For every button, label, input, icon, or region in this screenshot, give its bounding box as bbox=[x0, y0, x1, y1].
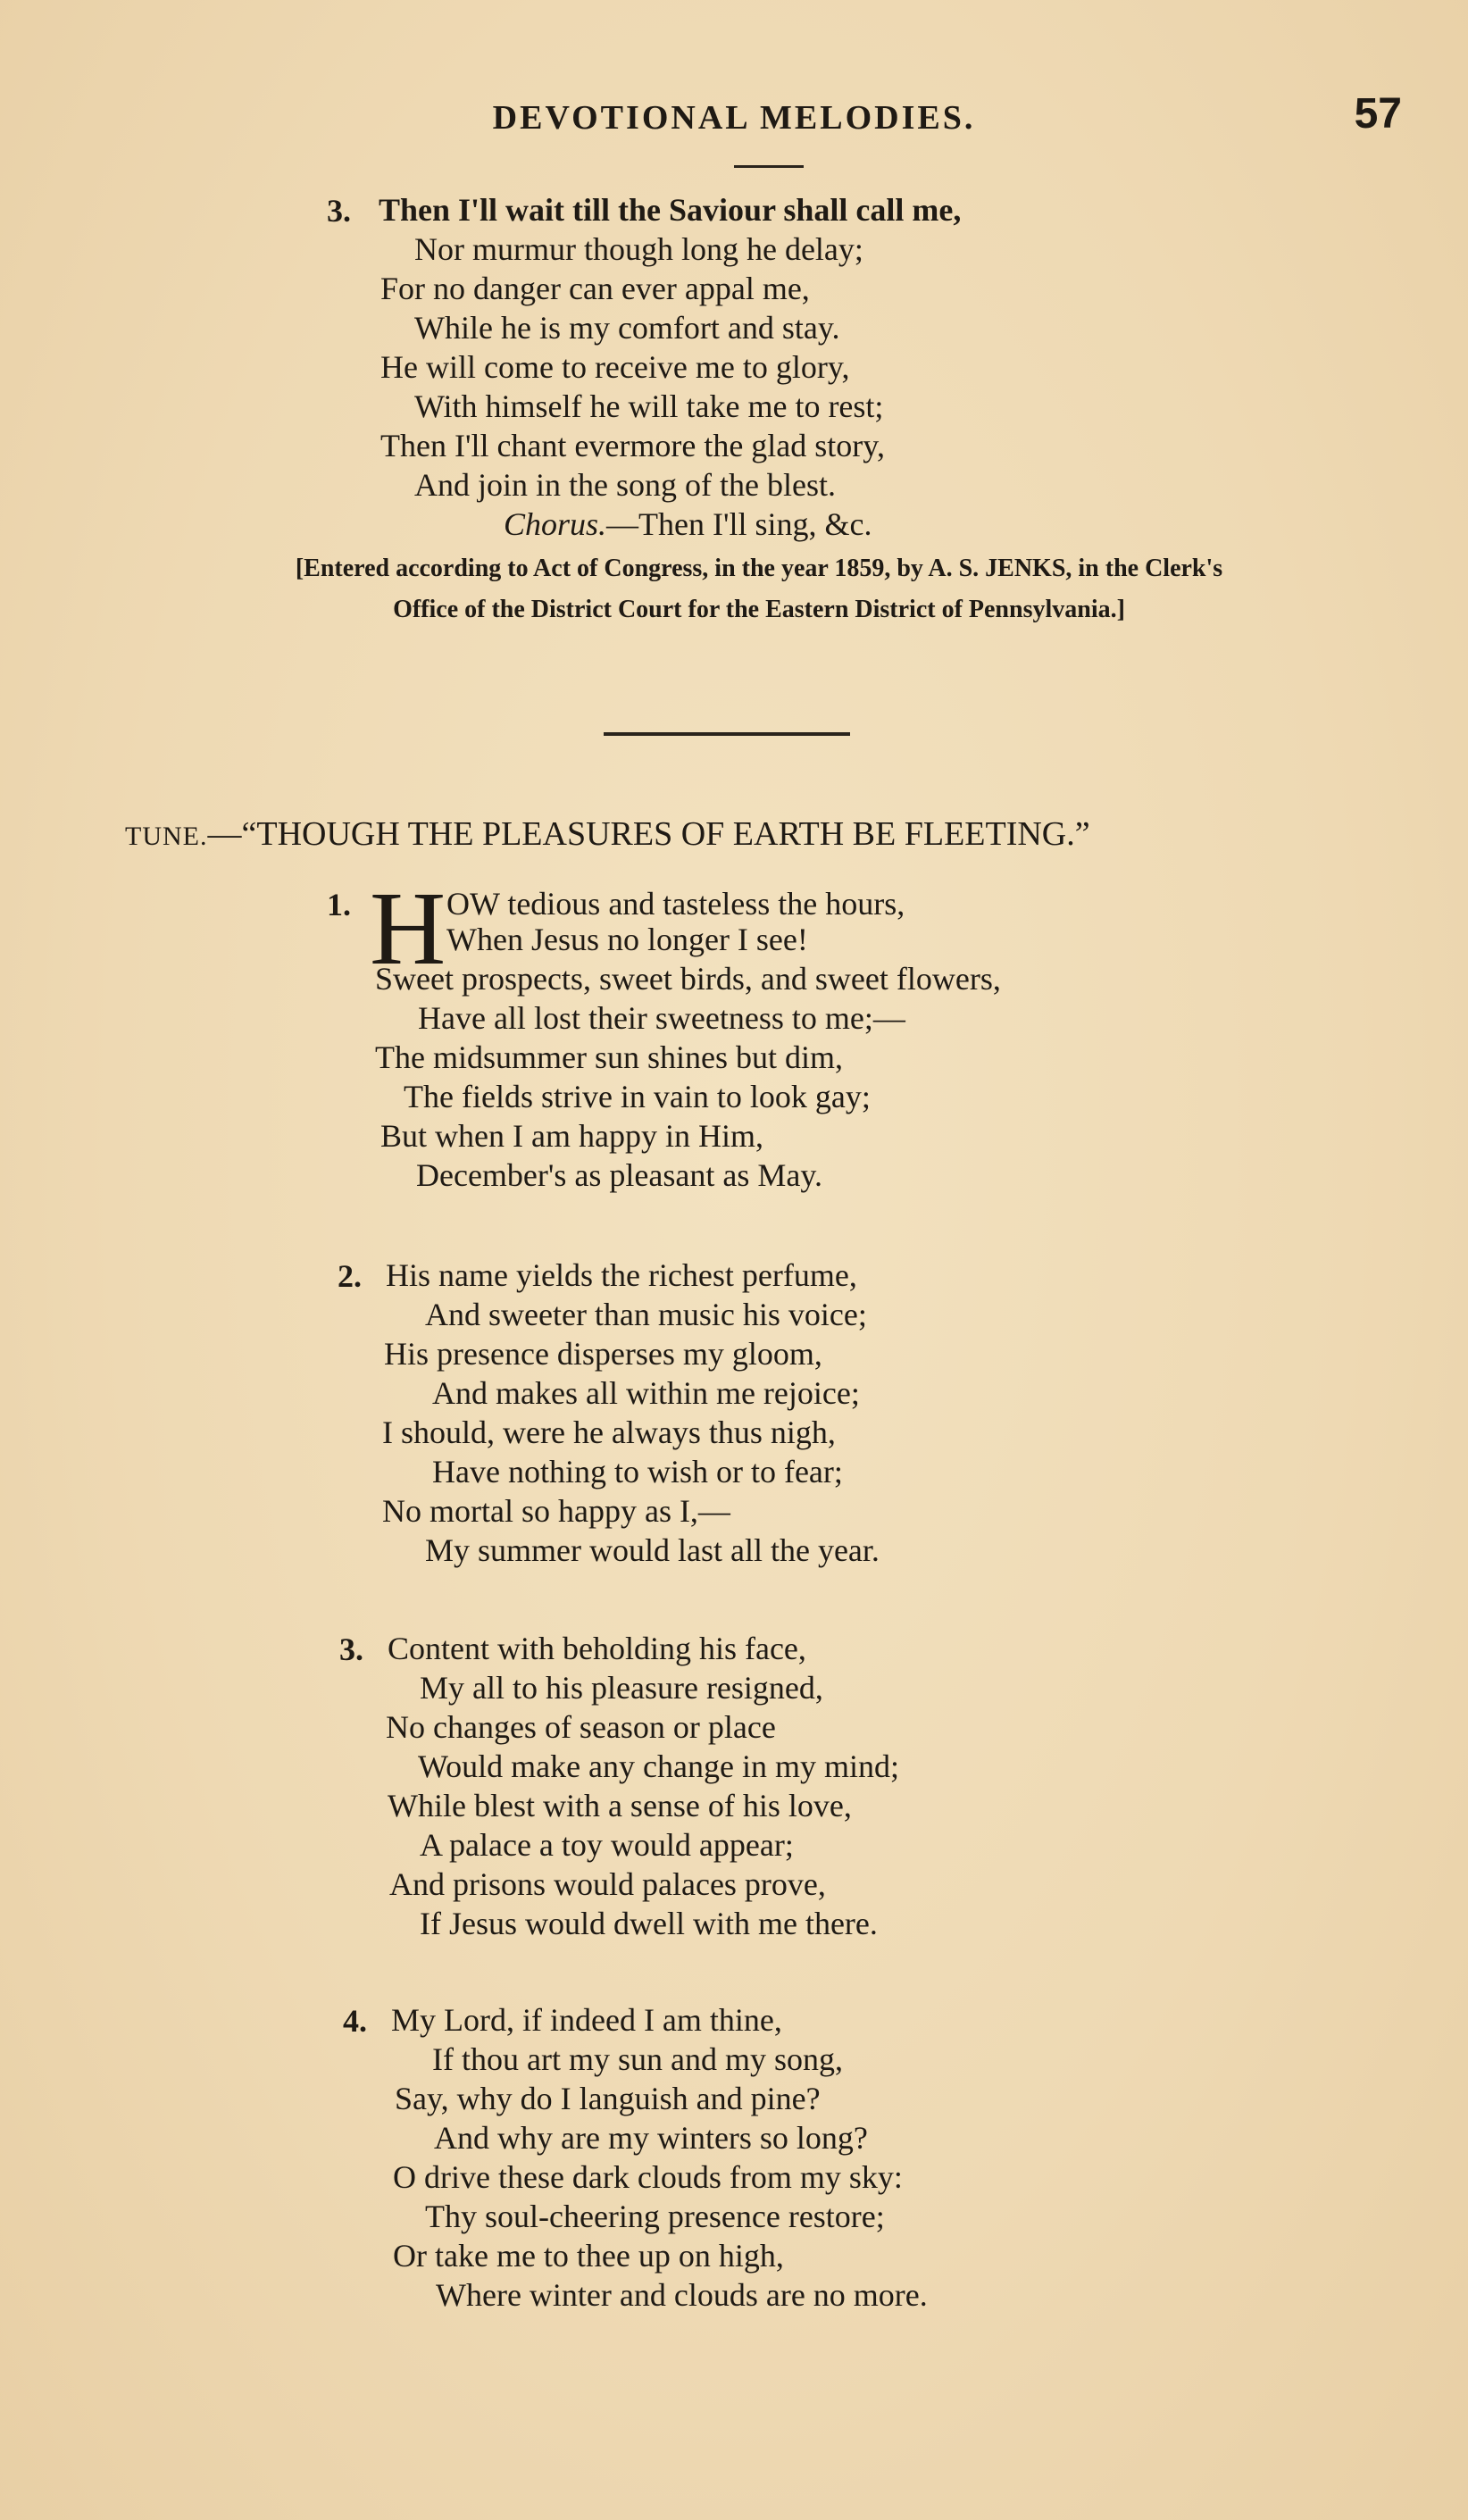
verse-line: With himself he will take me to rest; bbox=[414, 388, 884, 424]
verse-line: And prisons would palaces prove, bbox=[389, 1866, 826, 1902]
verse-line: And makes all within me rejoice; bbox=[432, 1375, 860, 1411]
verse-line: No mortal so happy as I,— bbox=[382, 1493, 730, 1529]
page-number: 57 bbox=[1354, 90, 1402, 138]
section-divider bbox=[604, 732, 850, 736]
verse-line: If Jesus would dwell with me there. bbox=[420, 1906, 878, 1941]
chorus-line bbox=[504, 505, 872, 544]
chorus-text: —Then I'll sing, &c. bbox=[606, 506, 872, 542]
verse-number: 3. bbox=[327, 193, 351, 229]
copyright-notice-line-1: [Entered according to Act of Congress, in the year 1859, by A. S. JENKS, in the Clerk's bbox=[295, 555, 1223, 582]
verse-line: He will come to receive me to glory, bbox=[380, 349, 850, 385]
verse-line: My Lord, if indeed I am thine, bbox=[391, 2002, 782, 2038]
verse-number: 4. bbox=[343, 2003, 367, 2039]
verse-line: Have nothing to wish or to fear; bbox=[432, 1454, 843, 1489]
verse-line: Would make any change in my mind; bbox=[418, 1748, 899, 1784]
verse-line: The fields strive in vain to look gay; bbox=[404, 1079, 871, 1114]
verse-line: Thy soul-cheering presence restore; bbox=[425, 2199, 885, 2234]
verse-line: Where winter and clouds are no more. bbox=[436, 2277, 928, 2313]
verse-line: If thou art my sun and my song, bbox=[432, 2041, 843, 2077]
verse-line: Then I'll chant evermore the glad story, bbox=[380, 428, 885, 463]
verse-line: My all to his pleasure resigned, bbox=[420, 1670, 823, 1706]
verse-line: Content with beholding his face, bbox=[388, 1631, 806, 1666]
verse-line: O drive these dark clouds from my sky: bbox=[393, 2159, 903, 2195]
header-rule bbox=[734, 165, 804, 168]
verse-line: A palace a toy would appear; bbox=[420, 1827, 794, 1863]
running-head: DEVOTIONAL MELODIES. bbox=[492, 99, 976, 137]
verse-line: His presence disperses my gloom, bbox=[384, 1336, 822, 1372]
verse-line: While he is my comfort and stay. bbox=[414, 310, 840, 346]
verse-line: Say, why do I languish and pine? bbox=[395, 2081, 821, 2116]
verse-line: OW tedious and tasteless the hours, bbox=[446, 886, 905, 922]
verse-line: And sweeter than music his voice; bbox=[425, 1297, 867, 1332]
copyright-notice-line-2: Office of the District Court for the Eastern District of Pennsylvania.] bbox=[393, 596, 1125, 623]
verse-number: 3. bbox=[339, 1631, 363, 1667]
verse-line: For no danger can ever appal me, bbox=[380, 271, 810, 306]
verse-line: My summer would last all the year. bbox=[425, 1532, 880, 1568]
verse-line: And join in the song of the blest. bbox=[414, 467, 836, 503]
drop-cap: H bbox=[370, 870, 446, 987]
verse-line: But when I am happy in Him, bbox=[380, 1118, 763, 1154]
verse-line: When Jesus no longer I see! bbox=[446, 922, 808, 957]
tune-name: —“THOUGH THE PLEASURES OF EARTH BE FLEETING.” bbox=[207, 815, 1090, 853]
verse-line: December's as pleasant as May. bbox=[416, 1157, 822, 1193]
verse-line: The midsummer sun shines but dim, bbox=[375, 1039, 843, 1075]
verse-line: And why are my winters so long? bbox=[434, 2120, 868, 2156]
verse-number: 1. bbox=[327, 887, 351, 922]
verse-line: Then I'll wait till the Saviour shall call me, bbox=[379, 192, 962, 228]
verse-line: Have all lost their sweetness to me;— bbox=[418, 1000, 905, 1036]
verse-line: I should, were he always thus nigh, bbox=[382, 1414, 836, 1450]
verse-line: While blest with a sense of his love, bbox=[388, 1788, 852, 1823]
tune-heading bbox=[125, 814, 1393, 854]
verse-line: Sweet prospects, sweet birds, and sweet flowers, bbox=[375, 961, 1001, 997]
verse-line: Nor murmur though long he delay; bbox=[414, 231, 863, 267]
chorus-label: Chorus. bbox=[504, 506, 607, 542]
tune-label: TUNE. bbox=[125, 822, 208, 851]
verse-number: 2. bbox=[338, 1258, 362, 1294]
verse-line: No changes of season or place bbox=[386, 1709, 776, 1745]
verse-line: His name yields the richest perfume, bbox=[386, 1257, 857, 1293]
verse-line: Or take me to thee up on high, bbox=[393, 2238, 784, 2274]
